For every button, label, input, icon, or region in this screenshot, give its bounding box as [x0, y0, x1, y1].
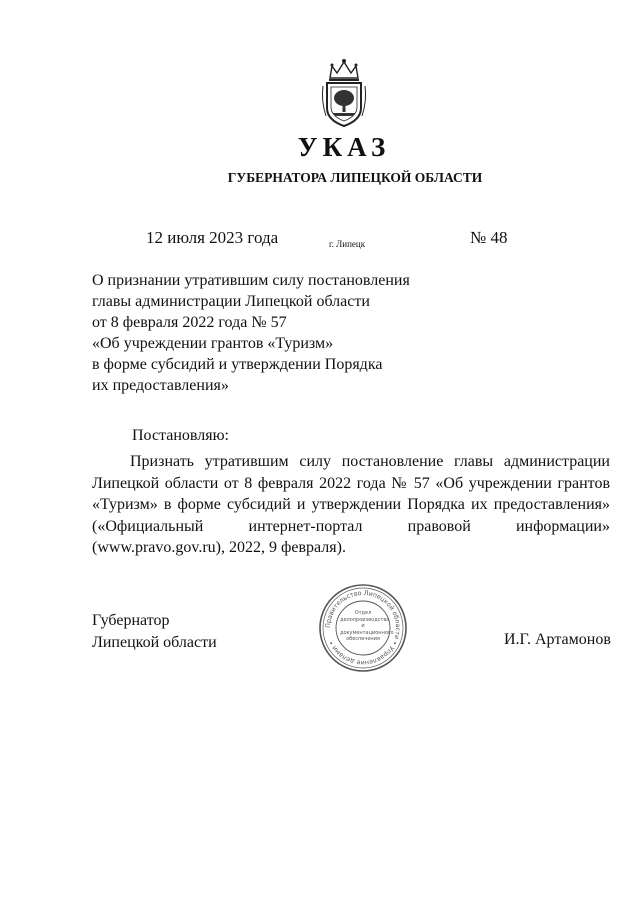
document-title: УКАЗ — [297, 132, 391, 162]
document-number: № 48 — [470, 228, 508, 247]
document-date: 12 июля 2023 года — [146, 228, 279, 247]
subject-line: в форме субсидий и утверждении Порядка — [92, 356, 383, 373]
seal-outer-text: Правительство Липецкой области • Управление делами • — [324, 589, 402, 667]
decree-word: Постановляю: — [132, 427, 229, 444]
body-paragraph: Признать утратившим силу постановление главы администрации Липецкой области от 8 февраля 2022 года № 57 «Об учреждении грантов «Туризм» в форме субсидий и утверждении Порядка их предоставления» («Официальный интернет-портал правовой информации» (www.pravo.gov.ru), 2022, 9 февраля). — [92, 453, 610, 556]
signatory-title-line: Губернатор — [92, 612, 170, 629]
subject-line: «Об учреждении грантов «Туризм» — [92, 335, 334, 352]
document-subject — [92, 270, 410, 396]
signatory-title — [92, 610, 217, 654]
subject-line: О признании утратившим силу постановления — [92, 272, 410, 289]
seal-inner-text: Отдел делопроизводства и документационного обеспечения — [340, 610, 394, 642]
subject-line: их предоставления» — [92, 377, 229, 394]
signatory-name: И.Г. Артамонов — [504, 631, 611, 648]
official-round-stamp-icon — [318, 583, 408, 673]
document-place: г. Липецк — [329, 239, 366, 249]
document-subtitle: ГУБЕРНАТОРА ЛИПЕЦКОЙ ОБЛАСТИ — [227, 170, 483, 185]
lipetsk-coat-of-arms-icon — [320, 56, 368, 128]
signatory-title-line: Липецкой области — [92, 634, 217, 651]
subject-line: от 8 февраля 2022 года № 57 — [92, 314, 287, 331]
subject-line: главы администрации Липецкой области — [92, 293, 370, 310]
